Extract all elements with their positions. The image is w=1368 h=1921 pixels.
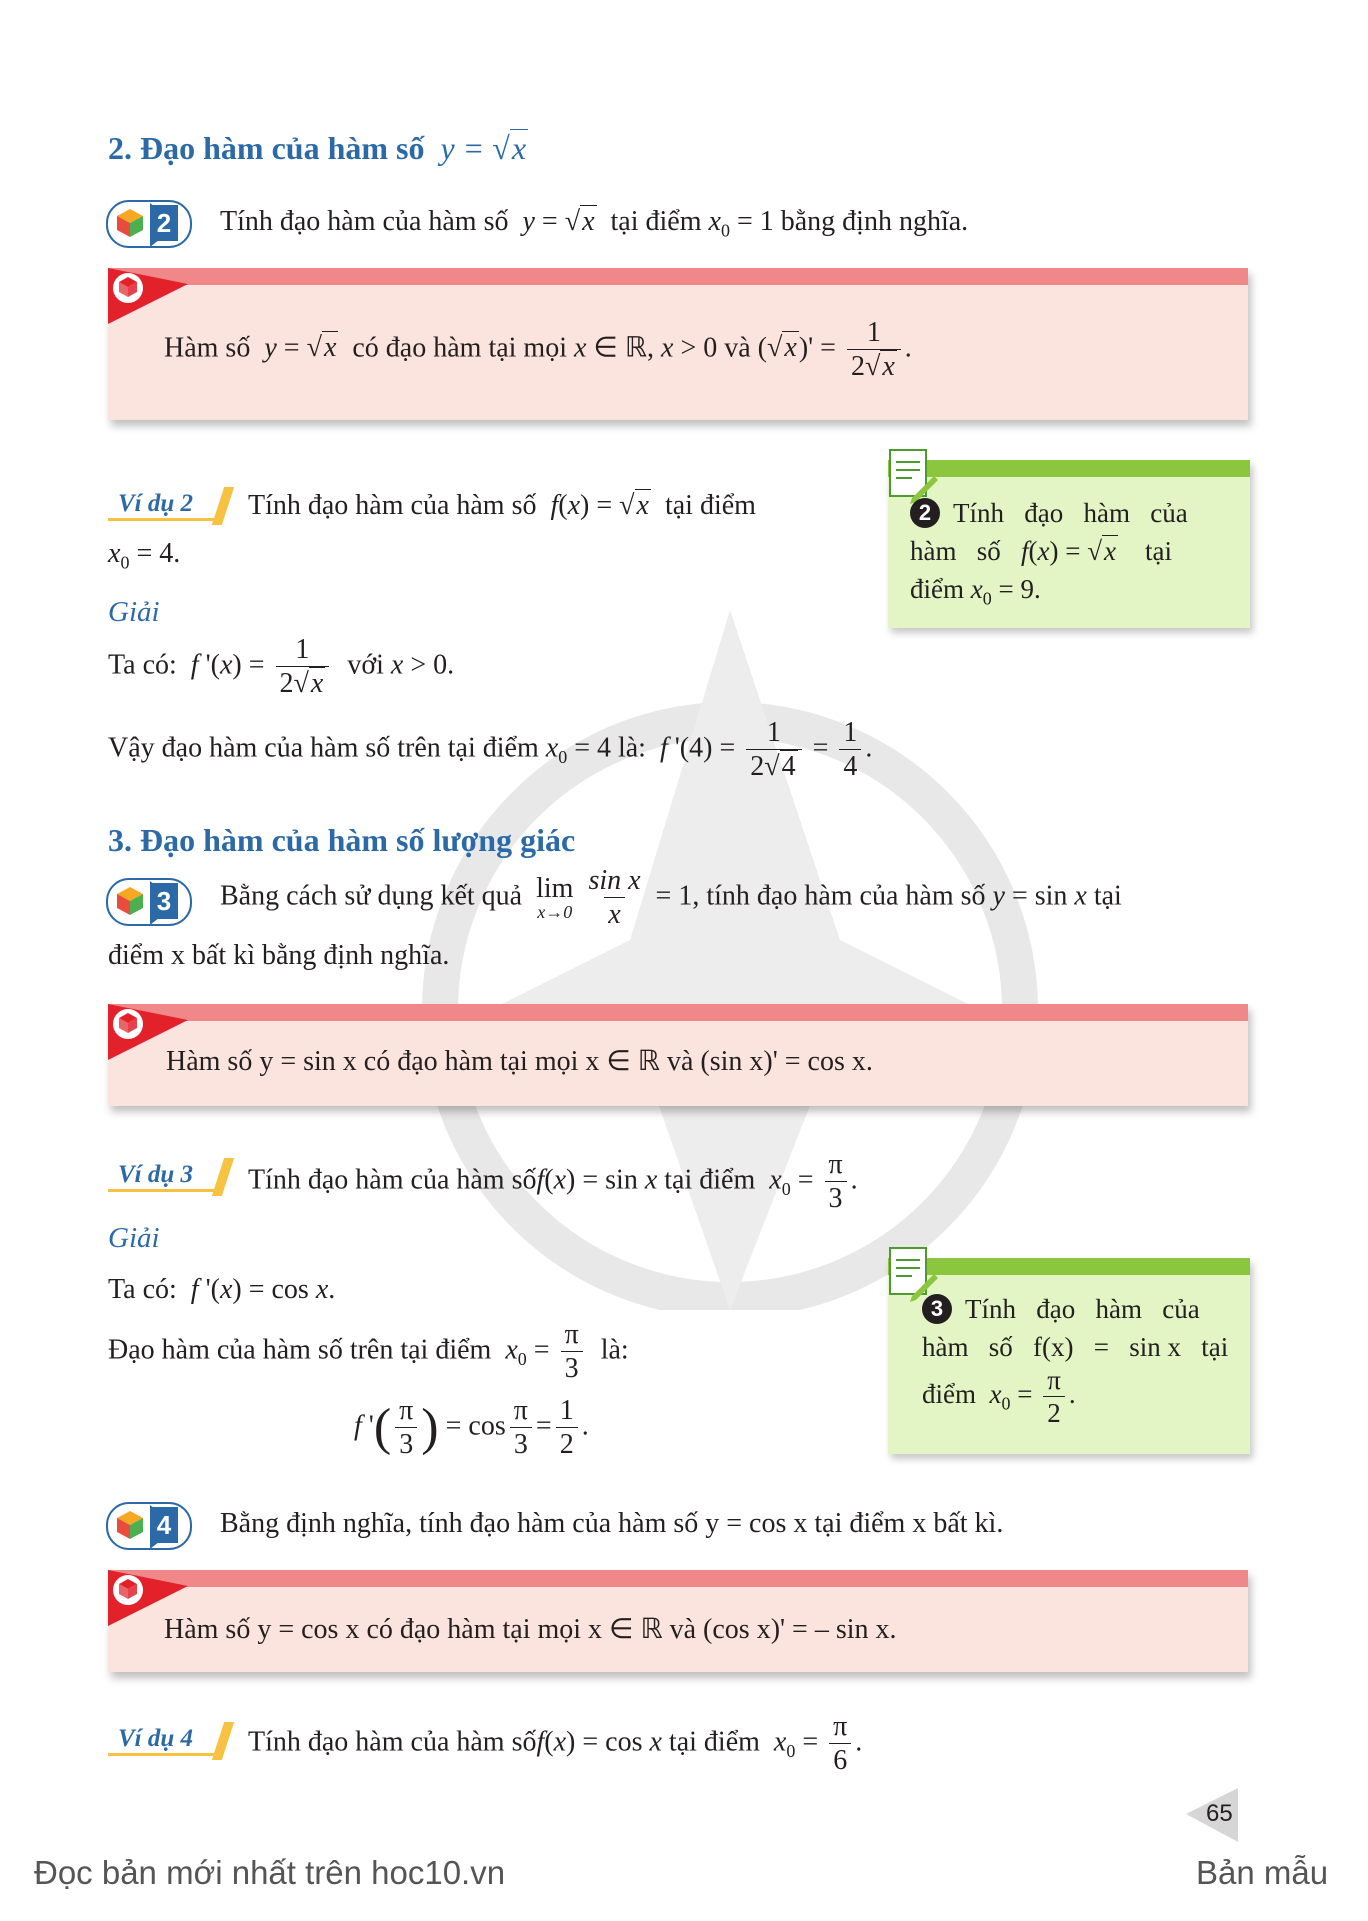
footer-sample-label: Bản mẫu: [1196, 1854, 1329, 1891]
section-2-title: 2. Đạo hàm của hàm số y = √x: [108, 130, 527, 166]
example-4-text: Tính đạo hàm của hàm sốf(x) = cos x tại điểm $x_0$ = $\frac{\pi}{6}$ .: [248, 1711, 863, 1777]
note-flag-icon: [102, 264, 188, 324]
activity-4-badge: 4: [106, 1502, 198, 1548]
footer-link-text: Đọc bản mới nhất trên hoc10.vn: [34, 1854, 506, 1891]
note-sqrt-text: Hàm số y = √x có đạo hàm tại mọi x ∈ ℝ, x > 0 và (√x)' = $\frac{1}{2√x}$ .: [164, 317, 912, 383]
example-2-line2: $x_0 = 4$.: [108, 538, 181, 573]
cube-icon: [114, 885, 146, 917]
example-2-text: Tính đạo hàm của hàm số f(x) = √x tại điểm: [248, 490, 756, 521]
activity-3-text: Bằng cách sử dụng kết quả lim x→0 $\frac{\text{sin x}}{x}$ = 1, tính đạo hàm của hàm số y = sin x tại: [220, 865, 1122, 931]
example-3-tag: Ví dụ 3: [108, 1158, 233, 1198]
activity-2-text: Tính đạo hàm của hàm số y = √x tại điểm $x_0 = 1$ bằng định nghĩa.: [220, 206, 969, 241]
example-3-line2: Đạo hàm của hàm số trên tại điểm $x_0$ = $\frac{\pi}{3}$ là:: [108, 1319, 629, 1385]
example-2-conclusion: Vậy đạo hàm của hàm số trên tại điểm $x_0 = 4$ là: f '(4) = $\frac{1}{2√4}$ = $\frac{1}{4}$ .: [108, 717, 873, 783]
practice-3-content: 3 Tính đạo hàm của hàm số f(x) = sin x tại điểm $x_0$ = $\frac{\pi}{2}$ .: [922, 1294, 1229, 1429]
practice-3-box: [888, 1258, 1250, 1454]
activity-3-line2: điểm x bất kì bằng định nghĩa.: [108, 940, 450, 971]
cube-icon: [114, 207, 146, 239]
example-2-tag: Ví dụ 2: [108, 487, 233, 527]
section-3-title: 3. Đạo hàm của hàm số lượng giác: [108, 822, 576, 858]
cube-icon: [114, 1509, 146, 1541]
example-3-solution-label: Giải: [108, 1222, 160, 1254]
example-3-text: Tính đạo hàm của hàm sốf(x) = sin x tại điểm $x_0$ = $\frac{\pi}{3}$ .: [248, 1149, 858, 1215]
page-number: 65: [1206, 1800, 1233, 1827]
note-cos-text: Hàm số y = cos x có đạo hàm tại mọi x ∈ ℝ và (cos x)' = – sin x.: [164, 1614, 897, 1645]
activity-2-badge: 2: [106, 200, 198, 246]
example-3-derivative: Ta có: f '(x) = cos x.: [108, 1274, 336, 1305]
note-box-sin: [108, 1004, 1248, 1106]
note-sin-text: Hàm số y = sin x có đạo hàm tại mọi x ∈ ℝ và (sin x)' = cos x.: [166, 1046, 873, 1077]
practice-2-box: [888, 460, 1250, 628]
example-2-derivative: Ta có: f '(x) = $\frac{1}{2√x}$ với x > 0.: [108, 634, 455, 700]
example-2-solution-label: Giải: [108, 596, 160, 628]
activity-3-badge: 3: [106, 878, 198, 924]
practice-2-content: 2 Tính đạo hàm của hàm số f(x) = √x tại điểm $x_0 = 9$.: [910, 498, 1188, 609]
note-box-sqrt: [108, 268, 1248, 420]
example-4-tag: Ví dụ 4: [108, 1722, 233, 1762]
note-box-cos: [108, 1570, 1248, 1672]
example-3-result: f '( $\frac{\pi}{3}$ ) = cos $\frac{\pi}{3}$ = $\frac{1}{2}$ .: [354, 1395, 589, 1461]
activity-4-text: Bằng định nghĩa, tính đạo hàm của hàm số y = cos x tại điểm x bất kì.: [220, 1508, 1004, 1539]
